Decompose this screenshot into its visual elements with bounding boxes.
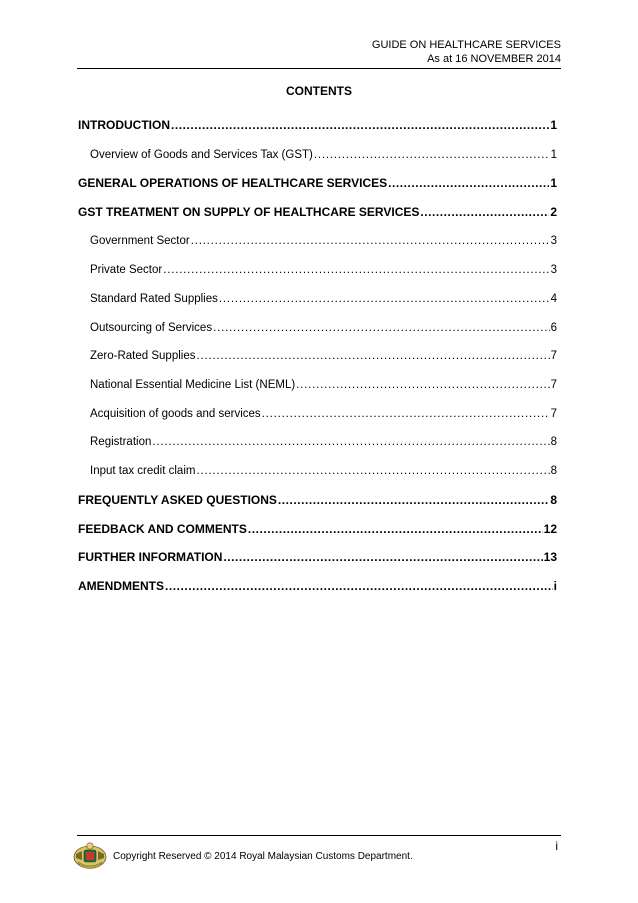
toc-entry[interactable]: [78, 464, 557, 478]
toc-entry-page: 7: [550, 350, 557, 362]
toc-entry-page: 7: [550, 408, 557, 420]
toc-entry-page: 8: [550, 493, 557, 507]
toc-entry[interactable]: [78, 579, 557, 593]
header-divider: [77, 68, 561, 69]
toc-entry-title: Overview of Goods and Services Tax (GST): [90, 149, 313, 161]
toc-entry-title: FURTHER INFORMATION: [78, 550, 223, 564]
toc-entry-page: 12: [543, 522, 557, 536]
toc-entry-page: 2: [550, 205, 557, 219]
toc-entry-title: FREQUENTLY ASKED QUESTIONS: [78, 493, 277, 507]
toc-entry[interactable]: [78, 378, 557, 392]
toc-entry-page: 4: [550, 293, 557, 305]
page-number: i: [555, 839, 558, 853]
toc-entry-title: INTRODUCTION: [78, 118, 170, 132]
toc-leader: [278, 493, 549, 507]
header-date: As at 16 NOVEMBER 2014: [427, 53, 561, 65]
toc-leader: [171, 118, 549, 132]
toc-entry-page: 1: [550, 176, 557, 190]
header-guide-title: GUIDE ON HEALTHCARE SERVICES: [371, 39, 561, 51]
toc-entry-page: 8: [550, 436, 557, 448]
toc-leader: [163, 263, 549, 277]
toc-leader: [248, 522, 543, 536]
toc-entry-title: Private Sector: [90, 264, 163, 276]
toc-entry-page: 3: [550, 264, 557, 276]
toc-entry-title: National Essential Medicine List (NEML): [90, 379, 296, 391]
toc-entry-page: 3: [550, 235, 557, 247]
toc-entry-title: GST TREATMENT ON SUPPLY OF HEALTHCARE SERVICES: [78, 205, 420, 219]
toc-leader: [296, 378, 549, 392]
toc-leader: [165, 579, 553, 593]
toc-leader: [152, 435, 549, 449]
toc-entry-title: Registration: [90, 436, 152, 448]
toc-entry-title: GENERAL OPERATIONS OF HEALTHCARE SERVICES: [78, 176, 388, 190]
toc-entry[interactable]: [78, 234, 557, 248]
toc-entry[interactable]: [78, 321, 557, 335]
toc-leader: [388, 176, 549, 190]
toc-entry[interactable]: [78, 407, 557, 421]
toc-leader: [314, 148, 550, 162]
toc-entry-title: FEEDBACK AND COMMENTS: [78, 522, 247, 536]
copyright-notice: Copyright Reserved © 2014 Royal Malaysian Customs Department.: [113, 851, 413, 862]
toc-leader: [219, 292, 550, 306]
toc-entry-title: Zero-Rated Supplies: [90, 350, 196, 362]
toc-entry[interactable]: [78, 435, 557, 449]
toc-entry-page: 8: [550, 465, 557, 477]
toc-entry-title: Government Sector: [90, 235, 190, 247]
toc-entry[interactable]: [78, 550, 557, 564]
toc-entry[interactable]: [78, 176, 557, 190]
toc-entry[interactable]: [78, 205, 557, 219]
toc-entry[interactable]: [78, 522, 557, 536]
toc-entry-title: Input tax credit claim: [90, 465, 196, 477]
toc-entry-page: 1: [550, 149, 557, 161]
toc-leader: [420, 205, 549, 219]
toc-leader: [196, 464, 549, 478]
toc-leader: [196, 349, 549, 363]
toc-entry-page: 1: [550, 118, 557, 132]
toc-leader: [191, 234, 550, 248]
toc-entry[interactable]: [78, 493, 557, 507]
toc-entry[interactable]: [78, 292, 557, 306]
toc-entry-page: i: [553, 579, 557, 593]
contents-heading: CONTENTS: [286, 84, 352, 98]
toc-entry-title: Standard Rated Supplies: [90, 293, 218, 305]
toc-entry-page: 6: [550, 322, 557, 334]
page-header: [372, 38, 561, 66]
footer-divider: [77, 835, 561, 836]
toc-entry[interactable]: [78, 148, 557, 162]
toc-entry[interactable]: [78, 263, 557, 277]
toc-entry[interactable]: [78, 349, 557, 363]
toc-entry-title: Acquisition of goods and services: [90, 408, 261, 420]
toc-entry[interactable]: [78, 118, 557, 132]
toc-entry-page: 7: [550, 379, 557, 391]
toc-entry-page: 13: [543, 550, 557, 564]
toc-leader: [223, 550, 542, 564]
toc-leader: [262, 407, 550, 421]
toc-leader: [213, 321, 550, 335]
toc-entry-title: AMENDMENTS: [78, 579, 164, 593]
royal-malaysian-customs-crest-icon: [72, 840, 108, 870]
toc-entry-title: Outsourcing of Services: [90, 322, 213, 334]
